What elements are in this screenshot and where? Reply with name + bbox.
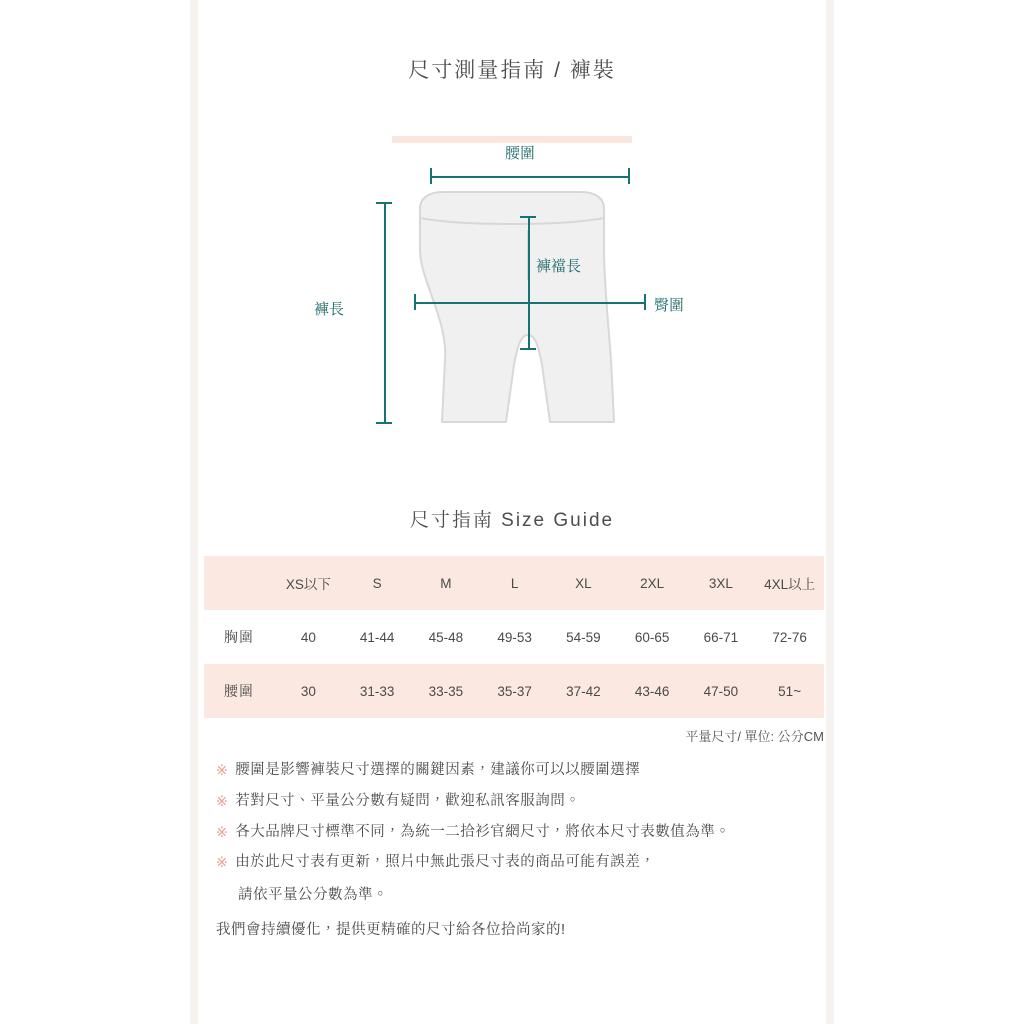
note-item [216, 822, 856, 844]
rise-cap-bottom [520, 348, 536, 350]
cell-waist-l: 35-37 [497, 683, 532, 699]
note-item [216, 760, 856, 782]
hip-measure-line [414, 302, 646, 304]
note-mark-icon: ※ [216, 854, 229, 871]
note-text: 各大品牌尺寸標準不同，為統一二拾衫官網尺寸，將依本尺寸表數值為準。 [235, 823, 731, 840]
cell-chest-3xl: 66-71 [703, 629, 739, 645]
notes-list [216, 760, 856, 939]
note-text: 若對尺寸、平量公分數有疑問，歡迎私訊客服詢問。 [235, 792, 581, 809]
rise-cap-top [520, 216, 536, 218]
rise-label: 褲襠長 [536, 258, 582, 275]
table-row [204, 664, 824, 718]
note-text: 由於此尺寸表有更新，照片中無此張尺寸表的商品可能有誤差， [235, 854, 656, 871]
cell-chest-m: 45-48 [428, 629, 464, 645]
size-table [204, 556, 824, 718]
size-guide-heading: 尺寸指南 Size Guide [409, 510, 615, 531]
waist-label: 腰圍 [505, 145, 536, 162]
note-mark-icon: ※ [216, 823, 229, 840]
table-row [204, 610, 824, 664]
rise-measure-line [528, 216, 530, 350]
cell-waist-2xl: 43-46 [634, 683, 670, 699]
table-col-s: S [372, 575, 382, 591]
cell-waist-m: 33-35 [428, 683, 464, 699]
cell-chest-s: 41-44 [359, 629, 395, 645]
hip-label: 臀圍 [654, 297, 685, 314]
cell-chest-l: 49-53 [497, 629, 532, 645]
pant-length-cap-top [376, 202, 392, 204]
waist-measure-cap-right [628, 168, 630, 184]
cell-waist-3xl: 47-50 [703, 683, 739, 699]
note-text: 腰圍是影響褲裝尺寸選擇的關鍵因素，建議你可以以腰圍選擇 [235, 762, 641, 778]
note-mark-icon: ※ [216, 762, 229, 778]
pants-illustration [262, 130, 762, 460]
note-continuation: 請依平量公分數為準。 [238, 887, 388, 903]
hip-measure-cap-left [414, 294, 416, 310]
note-closing: 我們會持續優化，提供更精確的尺寸給各位拾尚家的! [216, 922, 566, 938]
table-header-row [204, 556, 824, 610]
cell-waist-xs: 30 [300, 683, 316, 699]
pant-length-measure-line [384, 202, 386, 424]
note-mark-icon: ※ [216, 792, 229, 809]
size-table-wrap [204, 556, 824, 718]
waist-measure-cap-left [430, 168, 432, 184]
cell-chest-xl: 54-59 [566, 629, 601, 645]
table-col-4xl: 4XL以上 [764, 577, 816, 592]
cell-chest-xs: 40 [300, 629, 316, 645]
waist-measure-line [430, 176, 630, 178]
table-col-xl: XL [575, 575, 592, 591]
unit-note: 平量尺寸/ 單位: 公分CM [685, 729, 824, 744]
page-title-text: 尺寸測量指南 / 褲裝 [408, 59, 616, 82]
table-col-l: L [510, 575, 519, 591]
table-col-2xl: 2XL [640, 575, 665, 591]
cell-chest-2xl: 60-65 [634, 629, 670, 645]
hip-measure-cap-right [644, 294, 646, 310]
cell-waist-s: 31-33 [359, 683, 395, 699]
page-title [0, 52, 1024, 90]
cell-chest-4xl: 72-76 [772, 629, 807, 645]
note-item [216, 791, 856, 813]
table-col-3xl: 3XL [708, 575, 733, 591]
cell-waist-xl: 37-42 [566, 683, 601, 699]
pant-length-cap-bottom [376, 422, 392, 424]
note-item [216, 852, 856, 874]
row-label-waist: 腰圍 [224, 683, 254, 699]
table-col-xs: XS以下 [285, 577, 331, 592]
cell-waist-4xl: 51~ [778, 683, 802, 699]
measurement-diagram [262, 130, 762, 460]
table-col-m: M [440, 575, 452, 591]
row-label-chest: 胸圍 [224, 629, 254, 645]
pant-length-label: 褲長 [314, 301, 345, 318]
table-corner-cell [204, 556, 274, 610]
